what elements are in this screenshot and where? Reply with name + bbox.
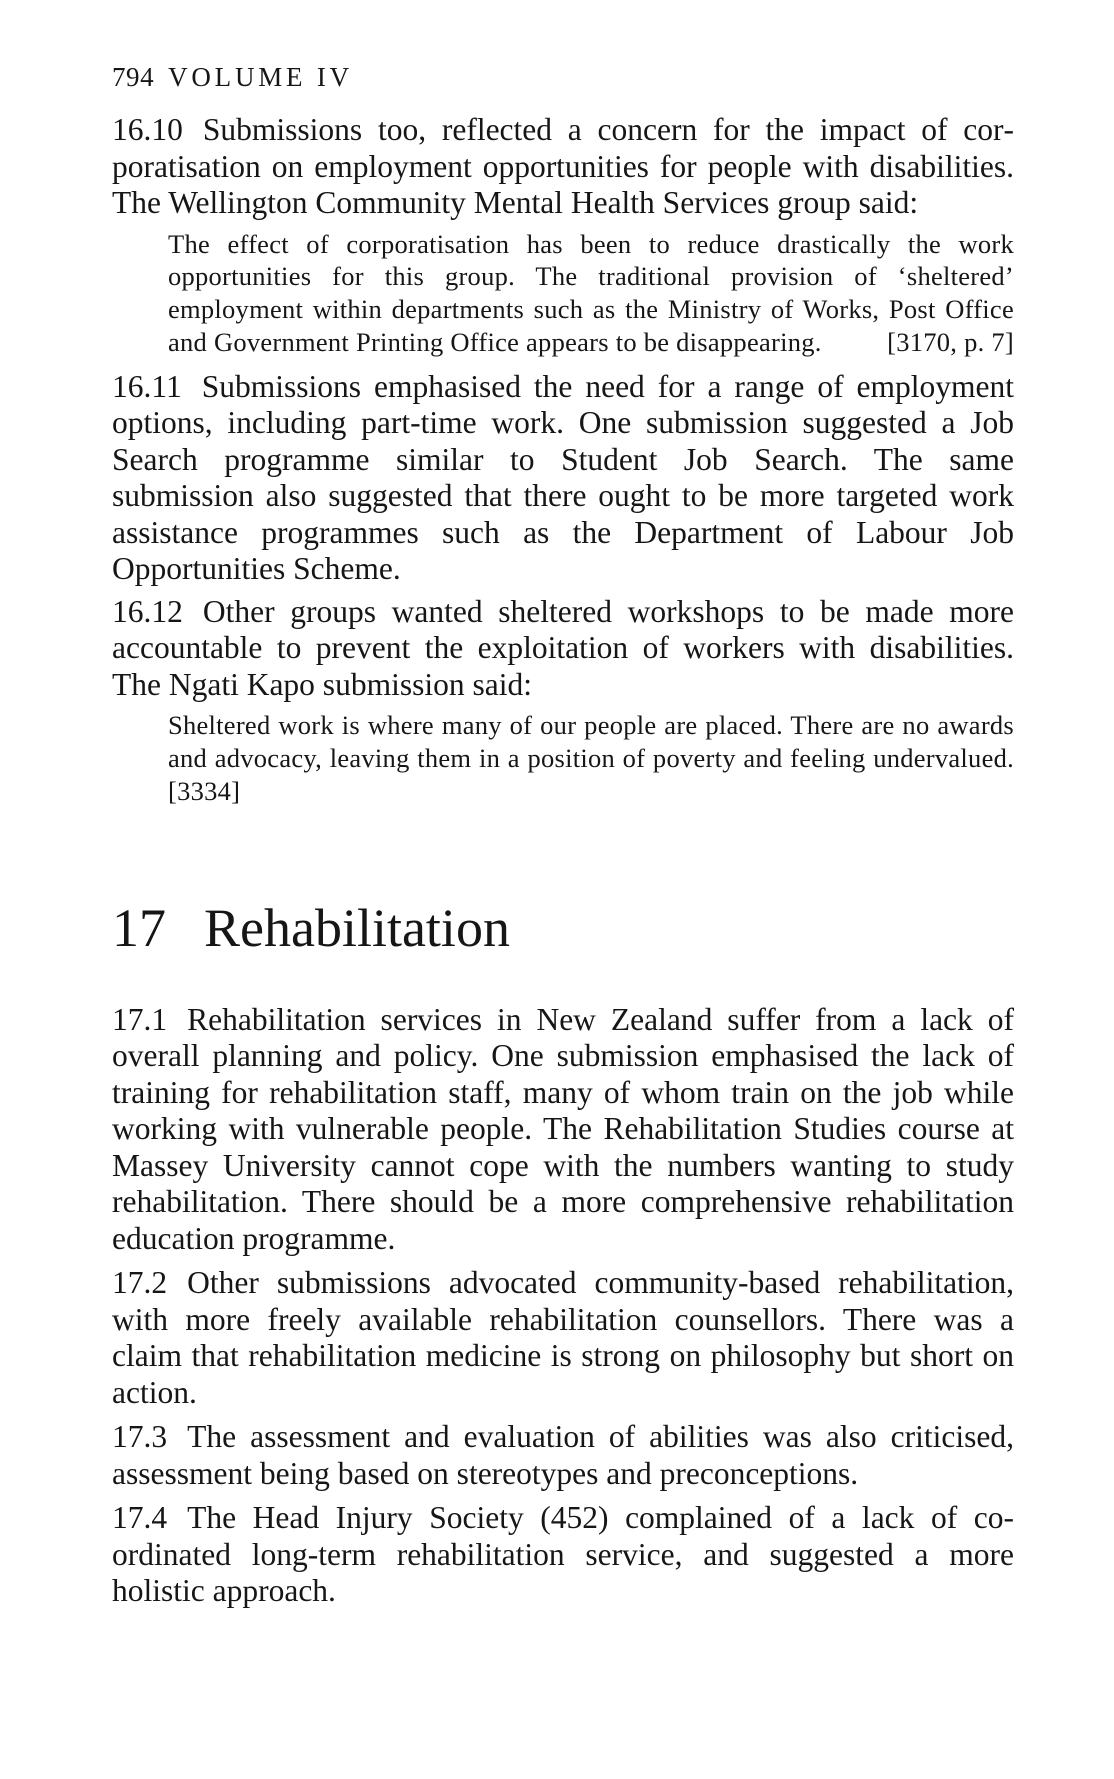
quote-text: The effect of corporatisation has been to reduce drastically the work opportunities for this group. The traditional provision of ‘sheltered’ employment within departments such as the Ministry of Works, Post Office and Government Printing Office appears to be disappearing. <box>168 228 1014 357</box>
paragraph-number: 17.3 <box>112 1419 168 1455</box>
paragraph-text: Submissions too, reflected a concern for the impact of corporatisation on employment opportunities for people with disabilities. The Wellington Community Mental Health Services group said: <box>112 112 1014 220</box>
chapter-heading <box>112 898 1014 958</box>
paragraph-17-1 <box>112 1002 1014 1258</box>
paragraph-text: Submissions emphasised the need for a range of employment options, including part-time work. One submission suggested a Job Search programme similar to Student Job Search. The same submission also suggested that there ought to be more targeted work assistance programmes such as the Department of Labour Job Opportunities Scheme. <box>112 368 1014 587</box>
chapter-title: Rehabilitation <box>204 897 510 958</box>
paragraph-number: 16.11 <box>112 368 182 404</box>
running-header <box>112 58 1014 96</box>
paragraph-number: 17.4 <box>112 1500 168 1536</box>
paragraph-text: Other groups wanted sheltered workshops to be made more accountable to prevent the exploitation of workers with disabilities. The Ngati Kapo submission said: <box>112 593 1014 702</box>
block-quote-wellington <box>168 228 1014 359</box>
paragraph-text: The assessment and evaluation of abilities was also criticised, assessment being based on stereotypes and preconceptions. <box>112 1419 1014 1491</box>
quote-text: Sheltered work is where many of our people are placed. There are no awards and advocacy, leaving them in a position of poverty and feeling undervalued.[3334] <box>168 710 1014 806</box>
chapter-body <box>112 1002 1014 1610</box>
quote-citation: [3170, p. 7] <box>887 326 1014 357</box>
paragraph-number: 17.2 <box>112 1265 168 1301</box>
paragraph-number: 16.12 <box>112 593 183 629</box>
volume-label: VOLUME IV <box>168 62 353 92</box>
paragraph-text: The Head Injury Society (452) complained of a lack of coordinated long-term rehabilitation service, and suggested a more holistic approach. <box>112 1500 1014 1609</box>
page-number: 794 <box>112 62 155 92</box>
paragraph-16-12 <box>112 594 1014 704</box>
paragraph-16-11 <box>112 369 1014 588</box>
document-page <box>112 58 1014 1618</box>
paragraph-number: 16.10 <box>112 112 183 147</box>
block-quote-ngati-kapo <box>168 709 1014 807</box>
paragraph-number: 17.1 <box>112 1001 168 1037</box>
paragraph-16-10 <box>112 112 1014 222</box>
paragraph-17-4 <box>112 1500 1014 1610</box>
chapter-number: 17 <box>112 897 166 958</box>
paragraph-text: Rehabilitation services in New Zealand suffer from a lack of overall planning and policy. One submission emphasised the lack of training for rehabilitation staff, many of whom train on the job while working with vulnerable people. The Rehabilitation Studies course at Massey University cannot cope with the numbers wanting to study rehabilitation. There should be a more comprehensive rehabilitation education programme. <box>112 1001 1014 1256</box>
paragraph-17-3 <box>112 1419 1014 1492</box>
paragraph-text: Other submissions advocated community-based rehabilitation, with more freely available rehabilitation counsellors. There was a claim that rehabilitation medicine is strong on philosophy but short on action. <box>112 1265 1014 1410</box>
paragraph-17-2 <box>112 1265 1014 1411</box>
